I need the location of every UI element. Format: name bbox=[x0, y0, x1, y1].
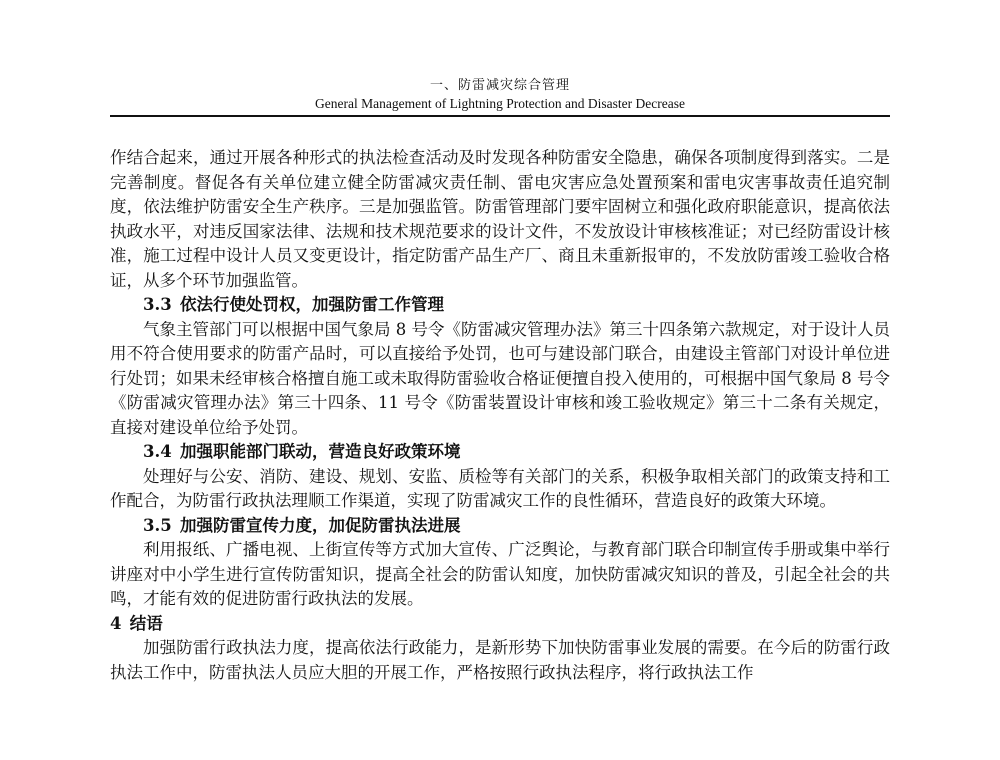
header-title-en: General Management of Lightning Protection and Disaster Decrease bbox=[315, 96, 685, 111]
paragraph-publicity: 利用报纸、广播电视、上街宣传等方式加大宣传、广泛舆论，与教育部门联合印制宣传手册或集中举行讲座对中小学生进行宣传防雷知识，提高全社会的防雷认知度，加快防雷减灾知识的普及，引起全社会的共鸣，才能有效的促进防雷行政执法的发展。 bbox=[110, 540, 890, 608]
paragraph-linkage: 处理好与公安、消防、建设、规划、安监、质检等有关部门的关系，积极争取相关部门的政策支持和工作配合，为防雷行政执法理顺工作渠道，实现了防雷减灾工作的良性循环，营造良好的政策大环境。 bbox=[110, 466, 890, 510]
paragraph-penalty: 气象主管部门可以根据中国气象局 8 号令《防雷减灾管理办法》第三十四条第六款规定，对于设计人员用不符合使用要求的防雷产品时，可以直接给予处罚，也可与建设部门联合，由建设主管部门对设计单位进行处罚；如果未经审核合格擅自施工或未取得防雷验收合格证便擅自投入使用的，可根据中国气象局 8 号令《防雷减灾管理办法》第三十四条、11 号令《防雷装置设计审核和竣工验收规定》第三十二条有关规定，直接对建设单位给予处罚。 bbox=[110, 319, 890, 437]
section-title: 结语 bbox=[129, 613, 163, 633]
header-title-cn: 一、防雷减灾综合管理 bbox=[429, 78, 570, 93]
paragraph-continued: 作结合起来，通过开展各种形式的执法检查活动及时发现各种防雷安全隐患，确保各项制度得到落实。二是完善制度。督促各有关单位建立健全防雷减灾责任制、雷电灾害应急处置预案和雷电灾害事故责任追究制度，依法维护防雷安全生产秩序。三是加强监管。防雷管理部门要牢固树立和强化政府职能意识，提高依法执政水平，对违反国家法律、法规和技术规范要求的设计文件，不发放设计审核核准证；对已经防雷设计核准，施工过程中设计人员又变更设计，指定防雷产品生产厂、商且未重新报审的，不发放防雷竣工验收合格证，从多个环节加强监管。 bbox=[110, 148, 890, 290]
running-header bbox=[110, 78, 890, 112]
paragraph-conclusion: 加强防雷行政执法力度，提高依法行政能力，是新形势下加快防雷事业发展的需要。在今后的防雷行政执法工作中，防雷执法人员应大胆的开展工作，严格按照行政执法程序，将行政执法工作 bbox=[110, 638, 890, 682]
section-heading-3-3 bbox=[110, 293, 890, 318]
section-number: 3.3 bbox=[143, 295, 172, 314]
section-title: 加强职能部门联动，营造良好政策环境 bbox=[179, 442, 461, 461]
section-number: 4 bbox=[110, 613, 122, 633]
section-title: 加强防雷宣传力度，加促防雷执法进展 bbox=[179, 515, 461, 535]
header-rule bbox=[110, 115, 890, 117]
section-title: 依法行使处罚权，加强防雷工作管理 bbox=[179, 295, 444, 314]
section-heading-3-5 bbox=[110, 514, 890, 539]
article-body bbox=[110, 146, 890, 685]
section-heading-4 bbox=[110, 612, 890, 637]
section-heading-3-4 bbox=[110, 440, 890, 465]
section-number: 3.5 bbox=[143, 515, 172, 535]
section-number: 3.4 bbox=[143, 442, 172, 461]
